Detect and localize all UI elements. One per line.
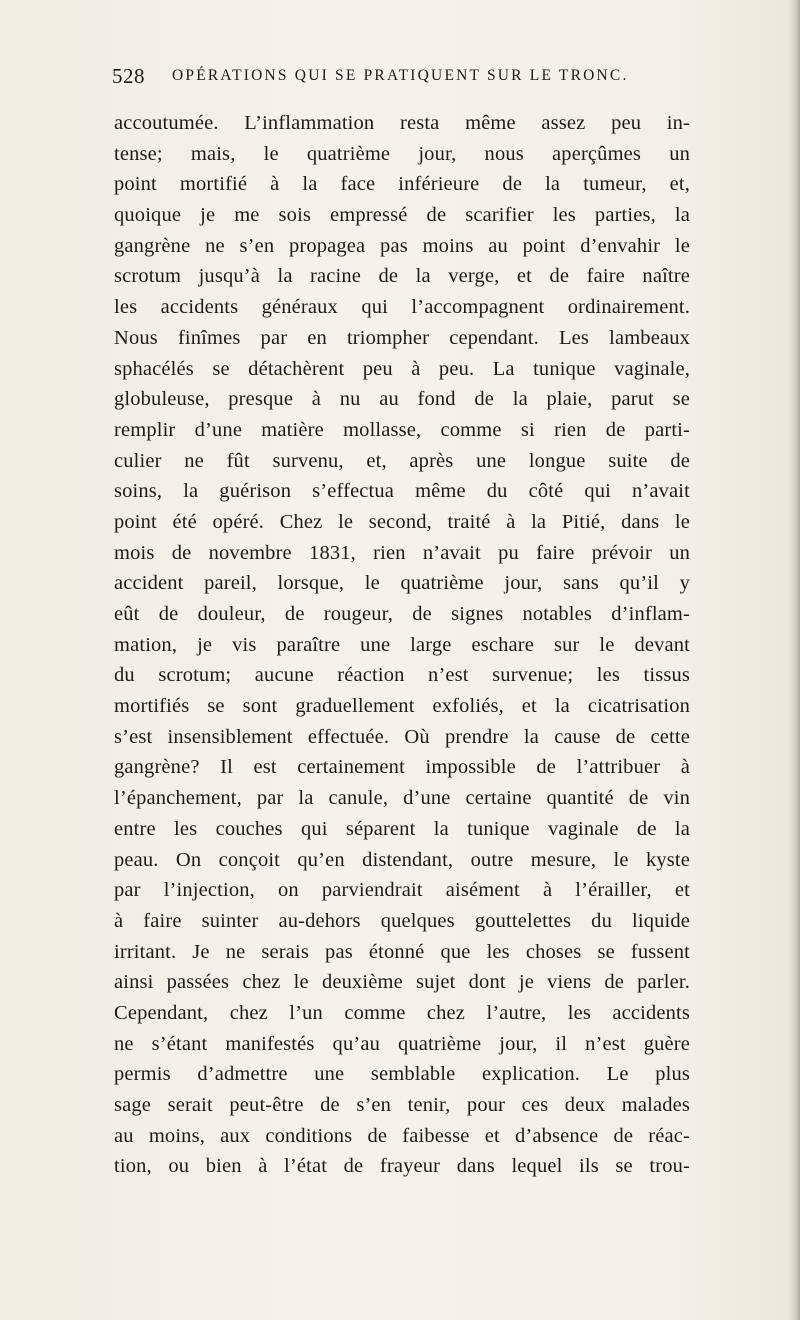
text-line: accident pareil, lorsque, le quatrième jour, sans qu’il y	[114, 572, 690, 595]
text-line: Nous finîmes par en triompher cependant. Les lambeaux	[114, 326, 690, 349]
text-line: point mortifié à la face inférieure de la tumeur, et,	[114, 173, 690, 196]
running-title: OPÉRATIONS QUI SE PRATIQUENT SUR LE TRONC.	[172, 67, 629, 84]
text-line: culier ne fût survenu, et, après une longue suite de	[114, 449, 690, 472]
body-text	[114, 108, 690, 1182]
text-line: remplir d’une matière mollasse, comme si rien de parti-	[114, 418, 690, 441]
text-line: mortifiés se sont graduellement exfoliés, et la cicatrisation	[114, 695, 690, 718]
text-line: soins, la guérison s’effectua même du côté qui n’avait	[114, 480, 690, 503]
text-line: permis d’admettre une semblable explication. Le plus	[114, 1063, 690, 1086]
text-line: mois de novembre 1831, rien n’avait pu faire prévoir un	[114, 541, 690, 564]
text-line: à faire suinter au-dehors quelques gouttelettes du liquide	[114, 909, 690, 932]
text-line: l’épanchement, par la canule, d’une certaine quantité de vin	[114, 787, 690, 810]
text-line: eût de douleur, de rougeur, de signes notables d’inflam-	[114, 603, 690, 625]
text-line: irritant. Je ne serais pas étonné que les choses se fussent	[114, 940, 690, 963]
text-line: sage serait peut-être de s’en tenir, pour ces deux malades	[114, 1094, 690, 1116]
text-line: s’est insensiblement effectuée. Où prendre la cause de cette	[114, 725, 690, 748]
text-line: ainsi passées chez le deuxième sujet dont je viens de parler.	[114, 971, 690, 994]
text-line: accoutumée. L’inflammation resta même assez peu in-	[114, 112, 690, 134]
text-line: du scrotum; aucune réaction n’est survenue; les tissus	[114, 664, 690, 687]
running-head	[112, 64, 692, 94]
text-line: par l’injection, on parviendrait aisément à l’érailler, et	[114, 879, 690, 902]
text-line: gangrène ne s’en propagea pas moins au point d’envahir le	[114, 234, 690, 257]
text-line: Cependant, chez l’un comme chez l’autre, les accidents	[114, 1001, 690, 1024]
page-number: 528	[112, 64, 145, 88]
text-line: peau. On conçoit qu’en distendant, outre mesure, le kyste	[114, 848, 690, 871]
text-line: scrotum jusqu’à la racine de la verge, et de faire naître	[114, 265, 690, 288]
text-line: globuleuse, presque à nu au fond de la plaie, parut se	[114, 388, 690, 411]
text-line: point été opéré. Chez le second, traité à la Pitié, dans le	[114, 510, 690, 533]
text-line: entre les couches qui séparent la tunique vaginale de la	[114, 817, 690, 840]
page-edge-shadow	[788, 0, 800, 1320]
text-line: les accidents généraux qui l’accompagnent ordinairement.	[114, 296, 690, 319]
text-line: sphacélés se détachèrent peu à peu. La tunique vaginale,	[114, 357, 690, 380]
text-line: tion, ou bien à l’état de frayeur dans lequel ils se trou-	[114, 1155, 690, 1178]
text-line: ne s’étant manifestés qu’au quatrième jour, il n’est guère	[114, 1032, 690, 1055]
text-line: quoique je me sois empressé de scarifier les parties, la	[114, 204, 690, 227]
text-line: au moins, aux conditions de faibesse et d’absence de réac-	[114, 1124, 690, 1147]
text-line: mation, je vis paraître une large eschare sur le devant	[114, 633, 690, 656]
text-line: tense; mais, le quatrième jour, nous aperçûmes un	[114, 142, 690, 165]
text-line: gangrène? Il est certainement impossible de l’attribuer à	[114, 756, 690, 779]
